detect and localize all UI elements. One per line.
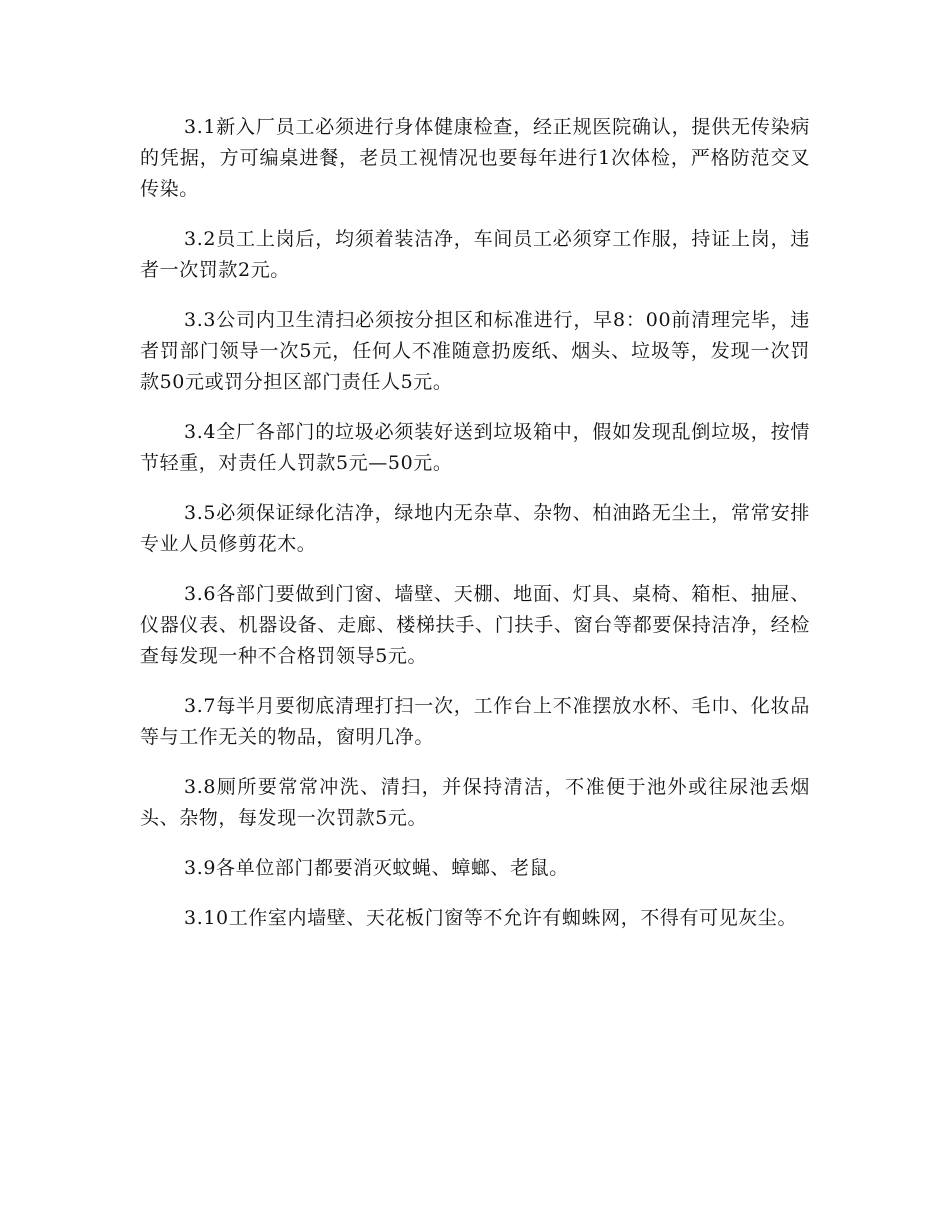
paragraph-3-7: 3.7每半月要彻底清理打扫一次，工作台上不准摆放水杯、毛巾、化妆品等与工作无关的物品，窗明几净。 — [140, 695, 810, 748]
paragraph-3-10: 3.10工作室内墙壁、天花板门窗等不允许有蜘蛛网，不得有可见灰尘。 — [184, 907, 798, 929]
paragraph-3-5: 3.5必须保证绿化洁净，绿地内无杂草、杂物、柏油路无尘土，常常安排专业人员修剪花木。 — [140, 502, 810, 555]
paragraph-3-4: 3.4全厂各部门的垃圾必须装好送到垃圾箱中，假如发现乱倒垃圾，按情节轻重，对责任人罚款5元—50元。 — [140, 421, 810, 474]
paragraph-3-3: 3.3公司内卫生清扫必须按分担区和标准进行，早8：00前清理完毕，违者罚部门领导一次5元，任何人不准随意扔废纸、烟头、垃圾等，发现一次罚款50元或罚分担区部门责任人5元。 — [140, 309, 810, 393]
paragraph-3-1: 3.1新入厂员工必须进行身体健康检查，经正规医院确认，提供无传染病的凭据，方可编桌进餐，老员工视情况也要每年进行1次体检，严格防范交叉传染。 — [140, 116, 810, 200]
document-body — [140, 112, 810, 953]
paragraph-3-8: 3.8厕所要常常冲洗、清扫，并保持清洁，不准便于池外或往尿池丢烟头、杂物，每发现一次罚款5元。 — [140, 776, 810, 829]
paragraph-3-6: 3.6各部门要做到门窗、墙壁、天棚、地面、灯具、桌椅、箱柜、抽屉、仪器仪表、机器设备、走廊、楼梯扶手、门扶手、窗台等都要保持洁净，经检查每发现一种不合格罚领导5元。 — [140, 583, 810, 667]
paragraph-3-2: 3.2员工上岗后，均须着装洁净，车间员工必须穿工作服，持证上岗，违者一次罚款2元。 — [140, 228, 810, 281]
paragraph-3-9: 3.9各单位部门都要消灭蚊蝇、蟑螂、老鼠。 — [184, 857, 569, 879]
